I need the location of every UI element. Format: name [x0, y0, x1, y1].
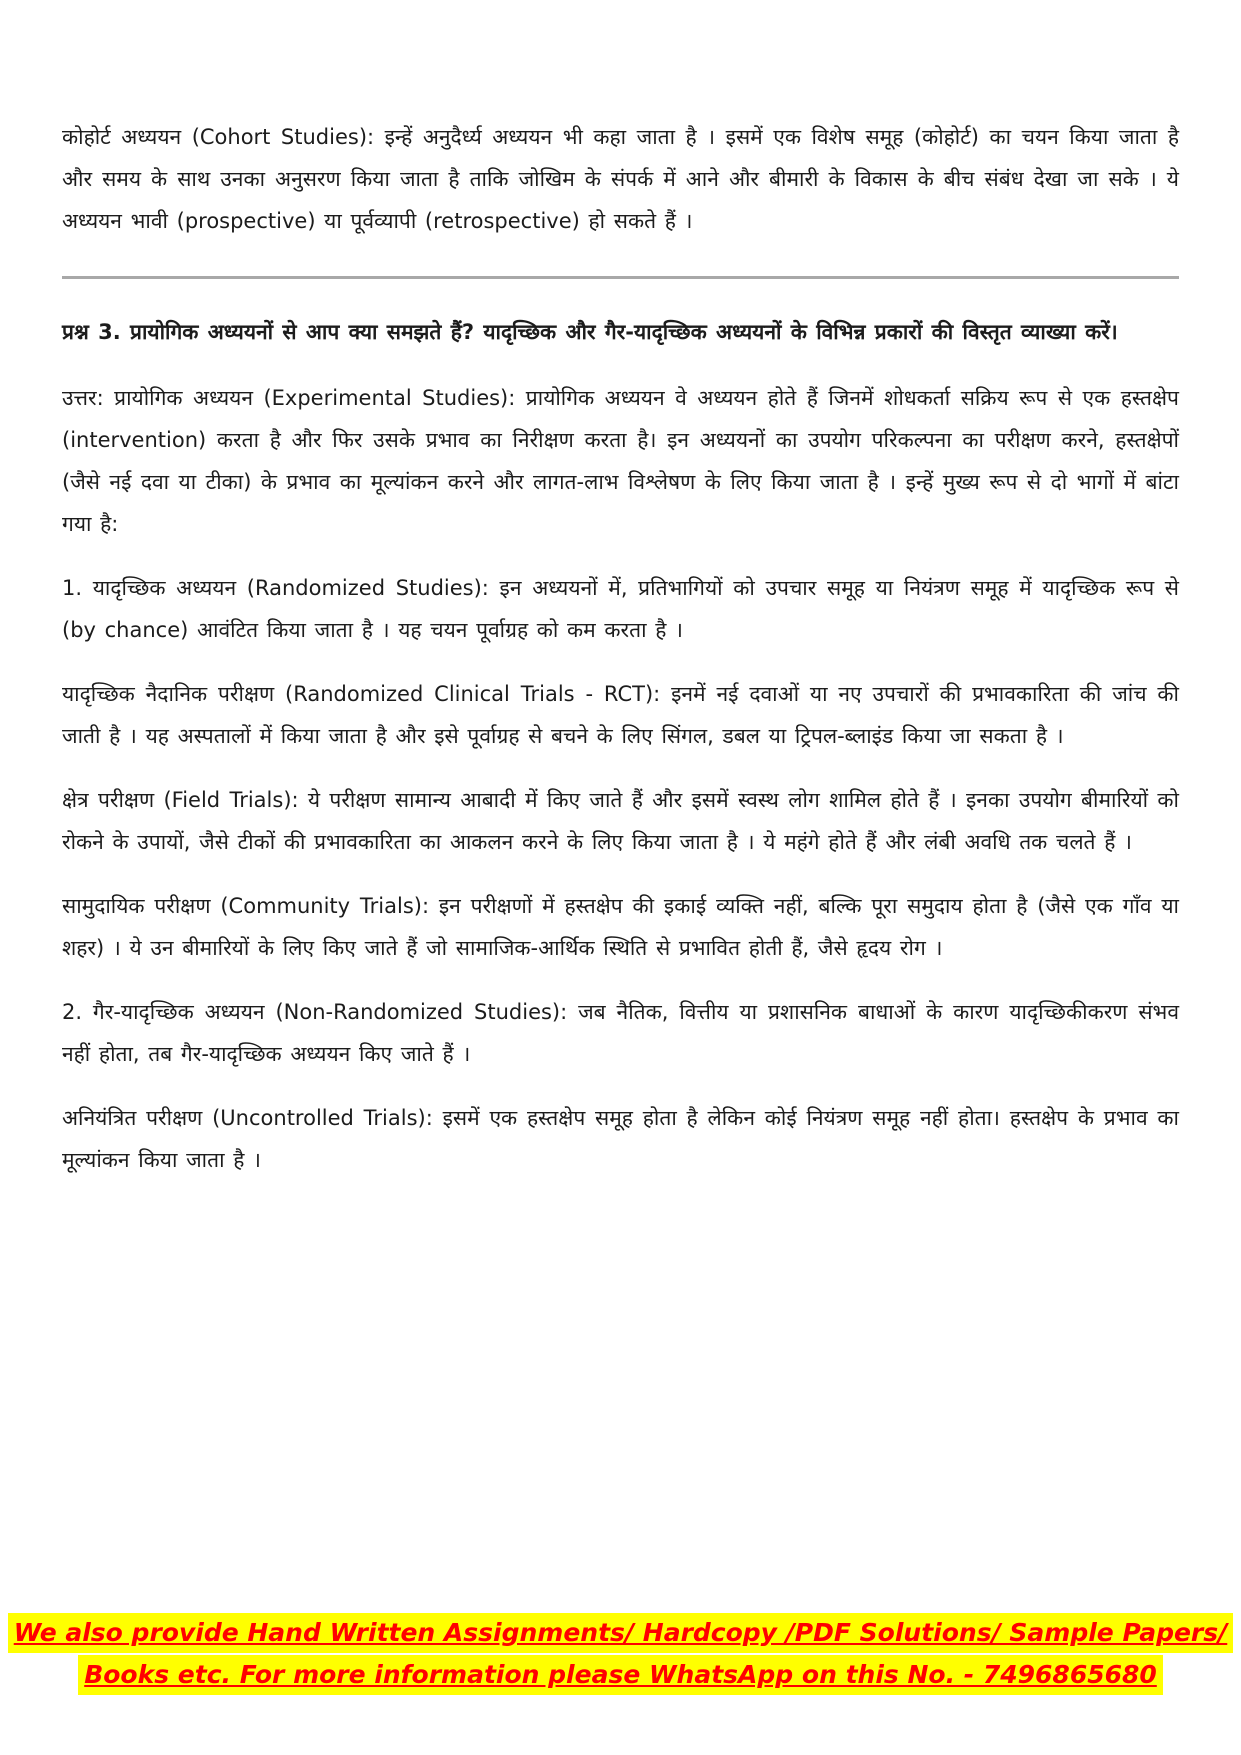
answer-paragraph: अनियंत्रित परीक्षण (Uncontrolled Trials): इसमें एक हस्तक्षेप समूह होता है लेकिन कोई नियंत्रण समूह नहीं होता। हस्तक्षेप के प्रभाव का मूल्यांकन किया जाता है ।	[62, 1106, 1179, 1172]
answer-paragraph: यादृच्छिक नैदानिक परीक्षण (Randomized Clinical Trials - RCT): इनमें नई दवाओं या नए उपचारों की प्रभावकारिता की जांच की जाती है । यह अस्पतालों में किया जाता है और इसे पूर्वाग्रह से बचने के लिए सिंगल, डबल या ट्रिपल-ब्लाइंड किया जा सकता है ।	[62, 682, 1179, 748]
answer-paragraph: 1. यादृच्छिक अध्ययन (Randomized Studies): इन अध्ययनों में, प्रतिभागियों को उपचार समूह या नियंत्रण समूह में यादृच्छिक रूप से (by chance) आवंटित किया जाता है । यह चयन पूर्वाग्रह को कम करता है ।	[62, 576, 1179, 642]
answer-paragraph: क्षेत्र परीक्षण (Field Trials): ये परीक्षण सामान्य आबादी में किए जाते हैं और इसमें स्वस्थ लोग शामिल होते हैं । इनका उपयोग बीमारियों को रोकने के उपायों, जैसे टीकों की प्रभावकारिता का आकलन करने के लिए किया जाता है । ये महंगे होते हैं और लंबी अवधि तक चलते हैं ।	[62, 788, 1179, 854]
answer-paragraph: उत्तर: प्रायोगिक अध्ययन (Experimental Studies): प्रायोगिक अध्ययन वे अध्ययन होते हैं जिनमें शोधकर्ता सक्रिय रूप से एक हस्तक्षेप (intervention) करता है और फिर उसके प्रभाव का निरीक्षण करता है। इन अध्ययनों का उपयोग परिकल्पना का परीक्षण करने, हस्तक्षेपों (जैसे नई दवा या टीका) के प्रभाव का मूल्यांकन करने और लागत-लाभ विश्लेषण के लिए किया जाता है । इन्हें मुख्य रूप से दो भागों में बांटा गया है:	[62, 386, 1179, 536]
answer-paragraph: सामुदायिक परीक्षण (Community Trials): इन परीक्षणों में हस्तक्षेप की इकाई व्यक्ति नहीं, बल्कि पूरा समुदाय होता है (जैसे एक गाँव या शहर) । ये उन बीमारियों के लिए किए जाते हैं जो सामाजिक-आर्थिक स्थिति से प्रभावित होती हैं, जैसे हृदय रोग ।	[62, 894, 1179, 960]
promo-footer-line-2	[0, 1655, 1241, 1695]
question-heading: प्रश्न 3. प्रायोगिक अध्ययनों से आप क्या समझते हैं? यादृच्छिक और गैर-यादृच्छिक अध्ययनों के विभिन्न प्रकारों की विस्तृत व्याख्या करें।	[62, 320, 1118, 344]
intro-paragraph: कोहोर्ट अध्ययन (Cohort Studies): इन्हें अनुदैर्ध्य अध्ययन भी कहा जाता है । इसमें एक विशेष समूह (कोहोर्ट) का चयन किया जाता है और समय के साथ उनका अनुसरण किया जाता है ताकि जोखिम के संपर्क में आने और बीमारी के विकास के बीच संबंध देखा जा सके । ये अध्ययन भावी (prospective) या पूर्वव्यापी (retrospective) हो सकते हैं ।	[62, 125, 1179, 233]
section-divider	[62, 276, 1179, 279]
promo-footer-line-1	[0, 1613, 1241, 1653]
promo-footer-text-1: We also provide Hand Written Assignments/ Hardcopy /PDF Solutions/ Sample Papers/	[8, 1613, 1234, 1653]
answer-paragraph: 2. गैर-यादृच्छिक अध्ययन (Non-Randomized Studies): जब नैतिक, वित्तीय या प्रशासनिक बाधाओं के कारण यादृच्छिकीकरण संभव नहीं होता, तब गैर-यादृच्छिक अध्ययन किए जाते हैं ।	[62, 1000, 1179, 1066]
promo-footer	[0, 1611, 1241, 1697]
promo-footer-text-2: Books etc. For more information please WhatsApp on this No. - 7496865680	[78, 1655, 1163, 1695]
